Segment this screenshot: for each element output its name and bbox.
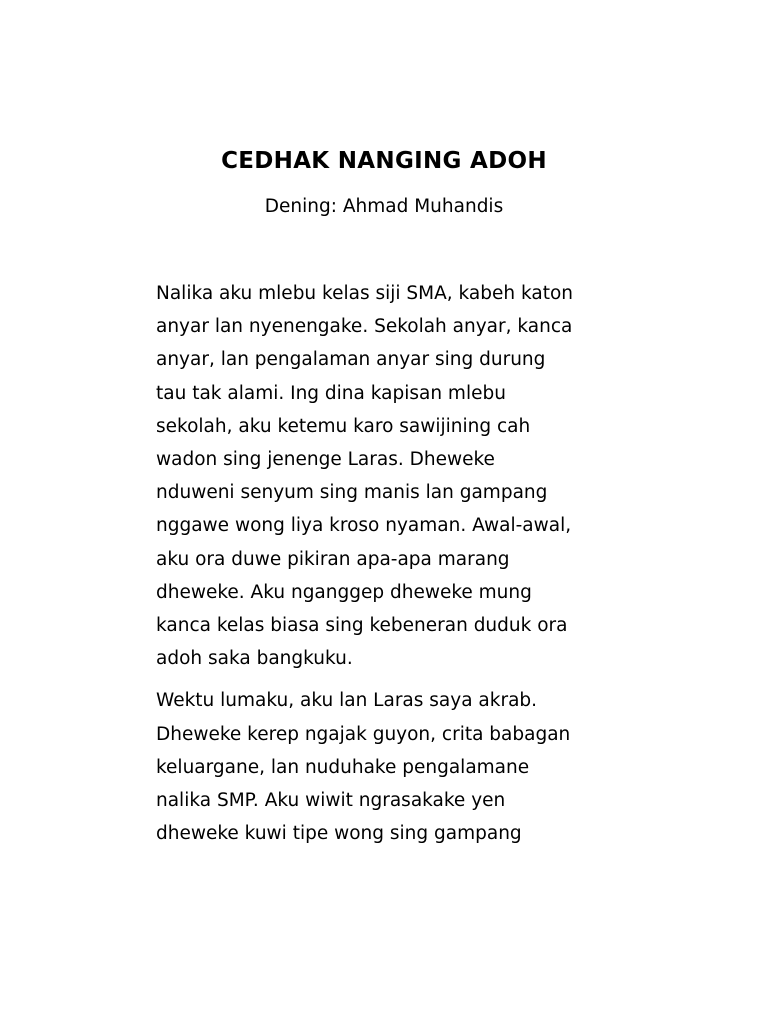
text-line: anyar, lan pengalaman anyar sing durung	[156, 349, 546, 371]
text-line: nduweni senyum sing manis lan gampang	[156, 482, 548, 504]
text-line: Dheweke kerep ngajak guyon, crita babagan	[156, 723, 571, 745]
text-line: aku ora duwe pikiran apa-apa marang	[156, 548, 510, 570]
text-line: dheweke. Aku nganggep dheweke mung	[156, 581, 532, 603]
text-line: kanca kelas biasa sing kebeneran duduk ora	[156, 615, 568, 637]
text-line: adoh saka bangkuku.	[156, 648, 353, 670]
story-body	[156, 277, 626, 850]
text-line: tau tak alami. Ing dina kapisan mlebu	[156, 382, 506, 404]
text-line: keluargane, lan nuduhake pengalamane	[156, 756, 530, 778]
text-line: nggawe wong liya kroso nyaman. Awal-awal,	[156, 515, 572, 537]
text-line: Wektu lumaku, aku lan Laras saya akrab.	[156, 690, 538, 712]
paragraph	[156, 684, 626, 850]
document-title: CEDHAK NANGING ADOH	[221, 148, 547, 174]
text-line: Nalika aku mlebu kelas siji SMA, kabeh katon	[156, 283, 574, 304]
text-line: nalika SMP. Aku wiwit ngrasakake yen	[156, 790, 506, 812]
author-byline: Dening: Ahmad Muhandis	[264, 196, 504, 217]
text-line: dheweke kuwi tipe wong sing gampang	[156, 823, 522, 845]
text-line: sekolah, aku ketemu karo sawijining cah	[156, 415, 531, 437]
text-line: anyar lan nyenengake. Sekolah anyar, kanca	[156, 316, 573, 338]
text-line: wadon sing jenenge Laras. Dheweke	[156, 449, 495, 471]
paragraph	[156, 277, 626, 675]
